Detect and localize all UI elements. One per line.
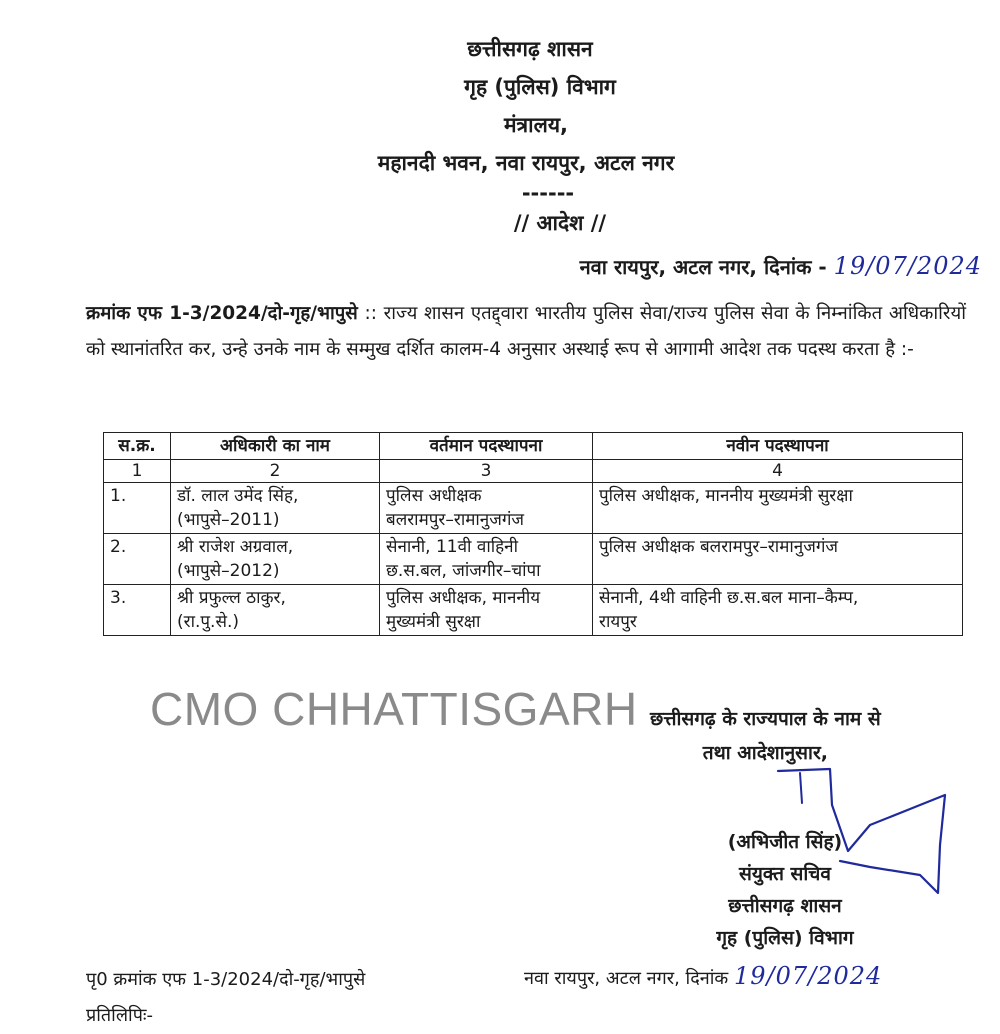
order-body: :: राज्य शासन एतद्द्वारा भारतीय पुलिस सेवा/राज्य पुलिस सेवा के निम्नांकित अधिकारियों को स्थानांतरित कर, उन्हे उनके नाम के सम्मुख दर्शित कालम-4 अनुसार अस्थाई रूप से आगामी आदेश तक पदस्थ करता है :- — [86, 303, 966, 360]
signatory-block — [700, 826, 870, 954]
officer-batch: (भापुसे–2012) — [177, 561, 280, 581]
new-posting-cell — [593, 585, 963, 636]
separator: ------ — [521, 181, 575, 205]
officer-cell — [171, 534, 380, 585]
new-posting-line: पुलिस अधीक्षक बलरामपुर–रामानुजगंज — [599, 537, 838, 557]
endorsement-handwritten-date: 19/07/2024 — [733, 962, 883, 990]
endorsement — [86, 962, 365, 1034]
copy-to-label: प्रतिलिपिः- — [86, 1005, 154, 1026]
transfer-table — [103, 432, 963, 636]
current-posting-line: छ.स.बल, जांजगीर–चांपा — [386, 561, 541, 581]
current-posting-line: सेनानी, 11वी वाहिनी — [386, 537, 518, 557]
order-dateline — [580, 252, 982, 280]
current-posting-cell — [380, 534, 593, 585]
table-row — [104, 534, 963, 585]
address-line: महानदी भवन, नवा रायपुर, अटल नगर — [377, 151, 675, 175]
new-posting-line: सेनानी, 4थी वाहिनी छ.स.बल माना–कैम्प, — [599, 588, 859, 608]
governor-line: तथा आदेशानुसार, — [702, 742, 828, 764]
officer-name: डॉ. लाल उमेंद सिंह, — [177, 486, 299, 506]
officer-batch: (भापुसे–2011) — [177, 510, 280, 530]
current-posting-cell — [380, 483, 593, 534]
government-name: छत्तीसगढ़ शासन — [467, 37, 593, 61]
row-sno: 1. — [104, 483, 171, 534]
table-header-row — [104, 433, 963, 460]
signatory-government: छत्तीसगढ़ शासन — [728, 895, 842, 917]
new-posting-line: रायपुर — [599, 612, 637, 632]
current-posting-line: बलरामपुर–रामानुजगंज — [386, 510, 525, 530]
endorsement-place: नवा रायपुर, अटल नगर, दिनांक — [524, 968, 729, 989]
row-sno: 3. — [104, 585, 171, 636]
governor-line: छत्तीसगढ़ के राज्यपाल के नाम से — [650, 708, 881, 730]
order-reference: क्रमांक एफ 1-3/2024/दो-गृह/भापुसे — [86, 303, 358, 324]
officer-name: श्री राजेश अग्रवाल, — [177, 537, 294, 557]
header-officer-name: अधिकारी का नाम — [171, 433, 380, 460]
table-row — [104, 585, 963, 636]
row-sno: 2. — [104, 534, 171, 585]
ministry-name: मंत्रालय, — [504, 113, 568, 137]
col-number: 4 — [593, 460, 963, 483]
letterhead — [0, 30, 1000, 242]
current-posting-line: पुलिस अधीक्षक, माननीय — [386, 588, 541, 608]
signatory-name: (अभिजीत सिंह) — [727, 831, 843, 853]
endorsement-dateline — [524, 962, 882, 990]
officer-cell — [171, 585, 380, 636]
officer-batch: (रा.पु.से.) — [177, 612, 239, 632]
governor-authority — [650, 702, 881, 770]
current-posting-line: मुख्यमंत्री सुरक्षा — [386, 612, 481, 632]
header-sno: स.क्र. — [104, 433, 171, 460]
header-new-posting: नवीन पदस्थापना — [593, 433, 963, 460]
col-number: 2 — [171, 460, 380, 483]
current-posting-line: पुलिस अधीक्षक — [386, 486, 482, 506]
dateline-place: नवा रायपुर, अटल नगर, दिनांक - — [579, 255, 827, 279]
officer-name: श्री प्रफुल्ल ठाकुर, — [177, 588, 286, 608]
order-title: // आदेश // — [513, 211, 607, 235]
department-name: गृह (पुलिस) विभाग — [464, 75, 616, 99]
order-paragraph — [86, 296, 966, 368]
table-row — [104, 483, 963, 534]
new-posting-cell — [593, 483, 963, 534]
endorsement-reference: पृ0 क्रमांक एफ 1-3/2024/दो-गृह/भापुसे — [86, 969, 366, 990]
header-current-posting: वर्तमान पदस्थापना — [380, 433, 593, 460]
signatory-designation: संयुक्त सचिव — [739, 863, 831, 885]
col-number: 3 — [380, 460, 593, 483]
current-posting-cell — [380, 585, 593, 636]
watermark: CMO CHHATTISGARH — [150, 683, 638, 735]
signatory-department: गृह (पुलिस) विभाग — [716, 927, 854, 949]
handwritten-date: 19/07/2024 — [833, 252, 982, 280]
new-posting-cell — [593, 534, 963, 585]
new-posting-line: पुलिस अधीक्षक, माननीय मुख्यमंत्री सुरक्षा — [599, 486, 853, 506]
column-number-row — [104, 460, 963, 483]
col-number: 1 — [104, 460, 171, 483]
officer-cell — [171, 483, 380, 534]
